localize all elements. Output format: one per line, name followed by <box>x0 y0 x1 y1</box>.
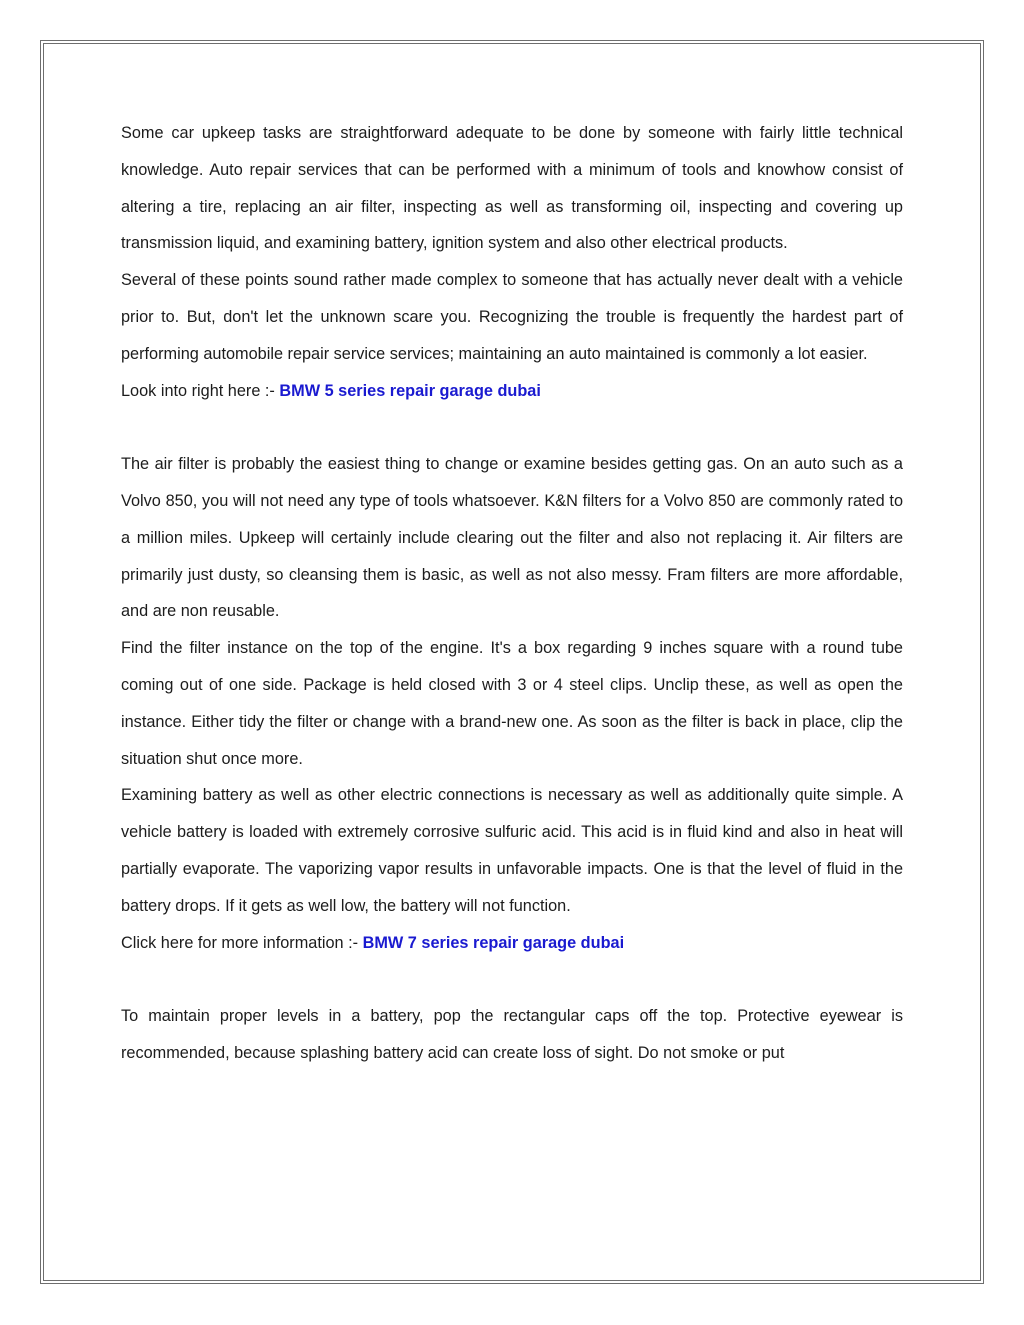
blank-line <box>121 961 903 998</box>
reference-line-2 <box>121 925 903 962</box>
bmw-7-series-link[interactable]: BMW 7 series repair garage dubai <box>362 933 625 952</box>
paragraph-battery-levels: To maintain proper levels in a battery, pop the rectangular caps off the top. Protective eyewear is recommended, because splashing battery acid can create loss of sight. Do not smoke or put <box>121 1007 903 1062</box>
reference-prefix-1: Look into right here :- <box>121 381 280 400</box>
paragraph-complex-points: Several of these points sound rather made complex to someone that has actually never dealt with a vehicle prior to. But, don't let the unknown scare you. Recognizing the trouble is frequently the hardest part of performing automobile repair service services; maintaining an auto maintained is commonly a lot easier. <box>121 271 903 363</box>
paragraph-filter-instance: Find the filter instance on the top of the engine. It's a box regarding 9 inches square with a round tube coming out of one side. Package is held closed with 3 or 4 steel clips. Unclip these, as well as open the instance. Either tidy the filter or change with a brand-new one. As soon as the filter is back in place, clip the situation shut once more. <box>121 639 903 768</box>
reference-line-1 <box>121 373 903 410</box>
reference-prefix-2: Click here for more information :- <box>121 933 363 952</box>
paragraph-air-filter: The air filter is probably the easiest thing to change or examine besides getting gas. On an auto such as a Volvo 850, you will not need any type of tools whatsoever. K&N filters for a Volvo 850 are commonly rated to a million miles. Upkeep will certainly include clearing out the filter and also not replacing it. Air filters are primarily just dusty, so cleansing them is basic, as well as not also messy. Fram filters are more affordable, and are non reusable. <box>121 455 903 621</box>
blank-line <box>121 409 903 446</box>
paragraph-car-upkeep: Some car upkeep tasks are straightforward adequate to be done by someone with fairly little technical knowledge. Auto repair services that can be performed with a minimum of tools and knowhow consist of altering a tire, replacing an air filter, inspecting as well as transforming oil, inspecting and covering up transmission liquid, and examining battery, ignition system and also other electrical products. <box>121 124 903 253</box>
bmw-5-series-link[interactable]: BMW 5 series repair garage dubai <box>279 381 541 400</box>
document-body <box>121 115 903 1072</box>
paragraph-battery: Examining battery as well as other electric connections is necessary as well as additionally quite simple. A vehicle battery is loaded with extremely corrosive sulfuric acid. This acid is in fluid kind and also in heat will partially evaporate. The vaporizing vapor results in unfavorable impacts. One is that the level of fluid in the battery drops. If it gets as well low, the battery will not function. <box>121 786 903 915</box>
